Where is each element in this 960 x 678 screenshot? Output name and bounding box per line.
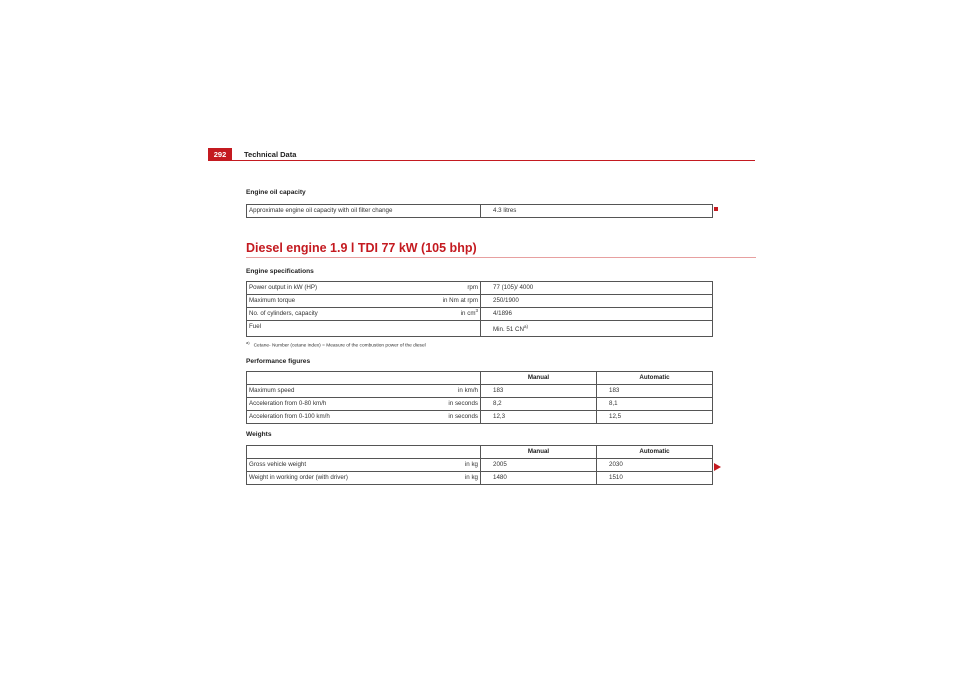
table-row — [247, 295, 713, 308]
empty-header-cell — [247, 371, 481, 384]
column-header-automatic: Automatic — [597, 371, 713, 384]
section-title: Diesel engine 1.9 l TDI 77 kW (105 bhp) — [246, 240, 756, 258]
perf-manual-value: 8,2 — [481, 397, 597, 410]
weights-table — [246, 445, 713, 485]
perf-unit: in seconds — [397, 410, 481, 423]
continue-arrow-icon — [714, 463, 721, 471]
spec-label: Power output in kW (HP) — [247, 282, 397, 295]
main-content — [246, 188, 712, 485]
oil-capacity-value: 4.3 litres — [481, 205, 713, 218]
table-row — [247, 321, 713, 337]
perf-label: Maximum speed — [247, 384, 397, 397]
footnote — [246, 339, 712, 350]
table-row — [247, 308, 713, 321]
performance-table — [246, 371, 713, 424]
spec-unit — [397, 321, 481, 337]
spec-value: Min. 51 CN — [493, 326, 524, 333]
perf-automatic-value: 12,5 — [597, 410, 713, 423]
footnote-reference: a) — [523, 323, 528, 329]
weight-manual-value: 1480 — [481, 471, 597, 484]
empty-header-cell — [247, 445, 481, 458]
perf-manual-value: 12,3 — [481, 410, 597, 423]
table-header-row — [247, 371, 713, 384]
weight-unit: in kg — [397, 471, 481, 484]
spec-value: 250/1900 — [481, 295, 713, 308]
perf-label: Acceleration from 0-100 km/h — [247, 410, 397, 423]
spec-value-cell — [481, 321, 713, 337]
oil-capacity-label: Approximate engine oil capacity with oil filter change — [247, 205, 481, 218]
spec-value: 4/1896 — [481, 308, 713, 321]
perf-unit: in seconds — [397, 397, 481, 410]
spec-unit: in Nm at rpm — [397, 295, 481, 308]
perf-unit: in km/h — [397, 384, 481, 397]
spec-unit-cell — [397, 308, 481, 321]
perf-label: Acceleration from 0-80 km/h — [247, 397, 397, 410]
column-header-manual: Manual — [481, 445, 597, 458]
table-row — [247, 384, 713, 397]
column-header-automatic: Automatic — [597, 445, 713, 458]
table-row — [247, 471, 713, 484]
weights-heading: Weights — [246, 430, 272, 438]
engine-specs-heading: Engine specifications — [246, 268, 314, 275]
spec-unit: rpm — [397, 282, 481, 295]
weight-manual-value: 2005 — [481, 458, 597, 471]
performance-heading: Performance figures — [246, 357, 311, 365]
weight-unit: in kg — [397, 458, 481, 471]
weight-label: Gross vehicle weight — [247, 458, 397, 471]
table-row — [247, 282, 713, 295]
weight-automatic-value: 2030 — [597, 458, 713, 471]
perf-automatic-value: 8,1 — [597, 397, 713, 410]
table-row — [247, 397, 713, 410]
weight-automatic-value: 1510 — [597, 471, 713, 484]
spec-label: No. of cylinders, capacity — [247, 308, 397, 321]
spec-label: Maximum torque — [247, 295, 397, 308]
page-number: 292 — [208, 148, 232, 161]
perf-manual-value: 183 — [481, 384, 597, 397]
column-header-manual: Manual — [481, 371, 597, 384]
weight-label: Weight in working order (with driver) — [247, 471, 397, 484]
table-row — [247, 205, 713, 218]
spec-value: 77 (105)/ 4000 — [481, 282, 713, 295]
oil-capacity-table — [246, 204, 713, 218]
page-header — [208, 148, 755, 161]
table-row — [247, 410, 713, 423]
page-title: Technical Data — [244, 150, 297, 159]
engine-specs-table — [246, 281, 713, 337]
oil-capacity-heading: Engine oil capacity — [246, 189, 306, 196]
spec-unit: in cm — [460, 310, 476, 317]
perf-automatic-value: 183 — [597, 384, 713, 397]
spec-unit-superscript: 3 — [475, 307, 478, 313]
spec-label: Fuel — [247, 321, 397, 337]
table-header-row — [247, 445, 713, 458]
footnote-mark: a) — [246, 340, 250, 345]
section-end-square-icon — [714, 207, 718, 211]
footnote-text: Cetane- Number (cetane index) = Measure of the combustion power of the diesel — [253, 343, 426, 349]
table-row — [247, 458, 713, 471]
